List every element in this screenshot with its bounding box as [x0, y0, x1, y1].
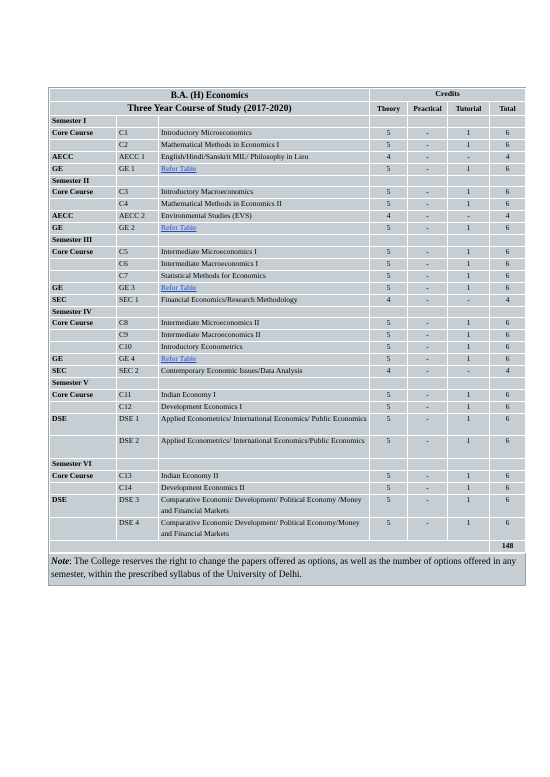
- grand-total-value: 148: [490, 540, 526, 552]
- empty-cell: [370, 116, 408, 128]
- course-title: Development Economics I: [159, 401, 370, 413]
- course-code: C10: [117, 342, 159, 354]
- empty-cell: [159, 306, 370, 318]
- theory-credits: 5: [370, 517, 408, 540]
- tutorial-credits: 1: [448, 258, 490, 270]
- practical-credits: -: [408, 246, 448, 258]
- course-title: English/Hindi/Sanskrit MIL/ Philosophy in Lieu: [159, 151, 370, 163]
- semester-label: Semester III: [50, 235, 117, 247]
- practical-credits: -: [408, 413, 448, 436]
- course-type: [50, 517, 117, 540]
- course-row: [50, 199, 526, 211]
- col-theory-header: Theory: [370, 102, 408, 116]
- theory-credits: 5: [370, 471, 408, 483]
- course-row: [50, 471, 526, 483]
- total-credits: 6: [490, 413, 526, 436]
- total-credits: 6: [490, 517, 526, 540]
- course-row: [50, 270, 526, 282]
- tutorial-credits: 1: [448, 318, 490, 330]
- empty-cell: [408, 306, 448, 318]
- tutorial-credits: 1: [448, 471, 490, 483]
- theory-credits: 4: [370, 151, 408, 163]
- practical-credits: -: [408, 127, 448, 139]
- total-credits: 6: [490, 318, 526, 330]
- total-credits: 6: [490, 494, 526, 517]
- course-type: [50, 401, 117, 413]
- total-credits: 6: [490, 187, 526, 199]
- note-label: Note: [51, 556, 70, 567]
- course-code: C12: [117, 401, 159, 413]
- total-credits: 6: [490, 401, 526, 413]
- practical-credits: -: [408, 282, 448, 294]
- course-type: [50, 258, 117, 270]
- course-type: Core Course: [50, 389, 117, 401]
- tutorial-credits: -: [448, 366, 490, 378]
- course-title: [159, 354, 370, 366]
- practical-credits: -: [408, 354, 448, 366]
- tutorial-credits: -: [448, 294, 490, 306]
- course-row: [50, 151, 526, 163]
- course-title: Comparative Economic Development/ Political Economy /Money and Financial Markets: [159, 494, 370, 517]
- page-title: B.A. (H) Economics: [50, 89, 370, 102]
- course-type: AECC: [50, 151, 117, 163]
- tutorial-credits: 1: [448, 342, 490, 354]
- course-code: GE 1: [117, 163, 159, 175]
- course-type: SEC: [50, 294, 117, 306]
- course-code: C6: [117, 258, 159, 270]
- course-type: GE: [50, 354, 117, 366]
- course-type: [50, 139, 117, 151]
- empty-cell: [117, 175, 159, 187]
- course-type: SEC: [50, 366, 117, 378]
- tutorial-credits: 1: [448, 354, 490, 366]
- note-text: : The College reserves the right to change the papers offered as options, as well as the number of options offered in any semester, within the prescribed syllabus of the University of Delhi.: [51, 556, 517, 580]
- tutorial-credits: -: [448, 151, 490, 163]
- course-code: C2: [117, 139, 159, 151]
- course-code: C11: [117, 389, 159, 401]
- empty-cell: [117, 306, 159, 318]
- course-row: [50, 318, 526, 330]
- theory-credits: 5: [370, 483, 408, 495]
- total-credits: 6: [490, 282, 526, 294]
- tutorial-credits: 1: [448, 163, 490, 175]
- course-title: Statistical Methods for Economics: [159, 270, 370, 282]
- course-code: C1: [117, 127, 159, 139]
- course-type: DSE: [50, 413, 117, 436]
- total-credits: 4: [490, 151, 526, 163]
- course-type: [50, 483, 117, 495]
- course-row: [50, 342, 526, 354]
- course-type: Core Course: [50, 187, 117, 199]
- theory-credits: 5: [370, 127, 408, 139]
- semester-row: [50, 377, 526, 389]
- theory-credits: 5: [370, 282, 408, 294]
- course-code: DSE 4: [117, 517, 159, 540]
- course-code: AECC 2: [117, 211, 159, 223]
- course-title: Indian Economy I: [159, 389, 370, 401]
- course-code: DSE 1: [117, 413, 159, 436]
- practical-credits: -: [408, 270, 448, 282]
- tutorial-credits: 1: [448, 270, 490, 282]
- theory-credits: 5: [370, 318, 408, 330]
- theory-credits: 5: [370, 258, 408, 270]
- course-type: [50, 330, 117, 342]
- semester-label: Semester VI: [50, 459, 117, 471]
- empty-cell: [370, 377, 408, 389]
- empty-cell: [448, 306, 490, 318]
- theory-credits: 5: [370, 163, 408, 175]
- tutorial-credits: 1: [448, 246, 490, 258]
- empty-cell: [370, 175, 408, 187]
- total-credits: 6: [490, 354, 526, 366]
- practical-credits: -: [408, 139, 448, 151]
- course-title: Introductory Macroeconomics: [159, 187, 370, 199]
- tutorial-credits: 1: [448, 389, 490, 401]
- course-type: [50, 199, 117, 211]
- course-code: GE 4: [117, 354, 159, 366]
- semester-row: [50, 116, 526, 128]
- total-credits: 6: [490, 199, 526, 211]
- empty-cell: [490, 175, 526, 187]
- course-row: [50, 483, 526, 495]
- empty-cell: [448, 459, 490, 471]
- course-type: DSE: [50, 494, 117, 517]
- course-row: [50, 127, 526, 139]
- course-row: [50, 258, 526, 270]
- total-credits: 4: [490, 211, 526, 223]
- tutorial-credits: 1: [448, 517, 490, 540]
- empty-cell: [408, 459, 448, 471]
- empty-cell: [490, 459, 526, 471]
- course-code: C14: [117, 483, 159, 495]
- total-credits: 6: [490, 270, 526, 282]
- empty-cell: [370, 459, 408, 471]
- practical-credits: -: [408, 483, 448, 495]
- course-code: DSE 2: [117, 436, 159, 459]
- empty-cell: [159, 235, 370, 247]
- empty-cell: [408, 235, 448, 247]
- total-credits: 6: [490, 342, 526, 354]
- empty-cell: [490, 377, 526, 389]
- practical-credits: -: [408, 401, 448, 413]
- course-type: [50, 342, 117, 354]
- empty-cell: [370, 306, 408, 318]
- empty-cell: [159, 175, 370, 187]
- course-code: C3: [117, 187, 159, 199]
- course-title: Mathematical Methods in Economics I: [159, 139, 370, 151]
- total-credits: 6: [490, 246, 526, 258]
- theory-credits: 4: [370, 294, 408, 306]
- empty-cell: [448, 116, 490, 128]
- total-credits: 6: [490, 330, 526, 342]
- theory-credits: 5: [370, 139, 408, 151]
- theory-credits: 5: [370, 494, 408, 517]
- tutorial-credits: 1: [448, 139, 490, 151]
- refer-table-link[interactable]: Refer Table: [161, 282, 197, 292]
- course-type: AECC: [50, 211, 117, 223]
- tutorial-credits: 1: [448, 187, 490, 199]
- course-title: Applied Econometrics/ International Economics/ Public Economics: [159, 413, 370, 436]
- empty-cell: [490, 306, 526, 318]
- course-code: SEC 2: [117, 366, 159, 378]
- course-row: [50, 187, 526, 199]
- semester-row: [50, 306, 526, 318]
- theory-credits: 4: [370, 366, 408, 378]
- course-title: [159, 163, 370, 175]
- practical-credits: -: [408, 258, 448, 270]
- total-credits: 4: [490, 366, 526, 378]
- empty-cell: [408, 175, 448, 187]
- empty-cell: [408, 116, 448, 128]
- tutorial-credits: 1: [448, 483, 490, 495]
- course-row: [50, 246, 526, 258]
- course-code: GE 2: [117, 223, 159, 235]
- tutorial-credits: 1: [448, 282, 490, 294]
- course-structure-sheet: [48, 87, 526, 586]
- course-code: AECC 1: [117, 151, 159, 163]
- course-title: Indian Economy II: [159, 471, 370, 483]
- tutorial-credits: 1: [448, 330, 490, 342]
- total-credits: 4: [490, 294, 526, 306]
- course-type: [50, 270, 117, 282]
- course-title: Development Economics II: [159, 483, 370, 495]
- practical-credits: -: [408, 199, 448, 211]
- page-subtitle: Three Year Course of Study (2017-2020): [50, 102, 370, 116]
- course-title: Intermediate Macroeconomics I: [159, 258, 370, 270]
- theory-credits: 5: [370, 401, 408, 413]
- empty-cell: [159, 377, 370, 389]
- course-code: SEC 1: [117, 294, 159, 306]
- empty-cell: [117, 116, 159, 128]
- course-code: DSE 3: [117, 494, 159, 517]
- theory-credits: 5: [370, 270, 408, 282]
- course-title: [159, 282, 370, 294]
- course-row: [50, 354, 526, 366]
- course-type: [50, 436, 117, 459]
- total-credits: 6: [490, 436, 526, 459]
- practical-credits: -: [408, 330, 448, 342]
- theory-credits: 5: [370, 389, 408, 401]
- course-title: Applied Econometrics/ International Economics/Public Economics: [159, 436, 370, 459]
- course-type: GE: [50, 223, 117, 235]
- theory-credits: 5: [370, 246, 408, 258]
- course-row: [50, 389, 526, 401]
- total-credits: 6: [490, 258, 526, 270]
- course-row: [50, 163, 526, 175]
- course-type: GE: [50, 163, 117, 175]
- empty-cell: [117, 459, 159, 471]
- total-credits: 6: [490, 483, 526, 495]
- course-title: Environmental Studies (EVS): [159, 211, 370, 223]
- tutorial-credits: 1: [448, 223, 490, 235]
- practical-credits: -: [408, 187, 448, 199]
- practical-credits: -: [408, 342, 448, 354]
- course-code: C7: [117, 270, 159, 282]
- empty-cell: [159, 116, 370, 128]
- semester-row: [50, 175, 526, 187]
- course-row: [50, 139, 526, 151]
- practical-credits: -: [408, 471, 448, 483]
- col-total-header: Total: [490, 102, 526, 116]
- theory-credits: 5: [370, 330, 408, 342]
- refer-table-link[interactable]: Refer Table: [161, 163, 197, 173]
- course-row: [50, 282, 526, 294]
- tutorial-credits: 1: [448, 401, 490, 413]
- semester-label: Semester II: [50, 175, 117, 187]
- course-row: [50, 211, 526, 223]
- course-title: Introductory Microeconomics: [159, 127, 370, 139]
- practical-credits: -: [408, 223, 448, 235]
- practical-credits: -: [408, 318, 448, 330]
- empty-cell: [117, 377, 159, 389]
- course-row: [50, 494, 526, 517]
- practical-credits: -: [408, 151, 448, 163]
- theory-credits: 5: [370, 413, 408, 436]
- col-tutorial-header: Tutorial: [448, 102, 490, 116]
- tutorial-credits: 1: [448, 127, 490, 139]
- total-credits: 6: [490, 471, 526, 483]
- course-code: C8: [117, 318, 159, 330]
- course-code: C4: [117, 199, 159, 211]
- course-type: Core Course: [50, 471, 117, 483]
- course-type: Core Course: [50, 246, 117, 258]
- tutorial-credits: 1: [448, 413, 490, 436]
- course-type: Core Course: [50, 318, 117, 330]
- total-credits: 6: [490, 223, 526, 235]
- practical-credits: -: [408, 494, 448, 517]
- semester-row: [50, 459, 526, 471]
- course-code: C9: [117, 330, 159, 342]
- refer-table-link[interactable]: Refer Table: [161, 223, 197, 233]
- course-type: GE: [50, 282, 117, 294]
- course-type: Core Course: [50, 127, 117, 139]
- course-row: [50, 366, 526, 378]
- course-row: [50, 223, 526, 235]
- tutorial-credits: 1: [448, 436, 490, 459]
- course-code: C5: [117, 246, 159, 258]
- course-title: Contemporary Economic Issues/Data Analysis: [159, 366, 370, 378]
- course-title: Intermediate Microeconomics II: [159, 318, 370, 330]
- course-title: Mathematical Methods in Economics II: [159, 199, 370, 211]
- course-title: Introductory Econometrics: [159, 342, 370, 354]
- practical-credits: -: [408, 517, 448, 540]
- course-row: [50, 413, 526, 436]
- tutorial-credits: 1: [448, 199, 490, 211]
- header-row-2: [50, 102, 526, 116]
- semester-row: [50, 235, 526, 247]
- theory-credits: 5: [370, 187, 408, 199]
- course-title: [159, 223, 370, 235]
- empty-cell: [50, 540, 490, 552]
- semester-label: Semester V: [50, 377, 117, 389]
- course-code: GE 3: [117, 282, 159, 294]
- practical-credits: -: [408, 366, 448, 378]
- note-paragraph: [49, 553, 525, 585]
- total-credits: 6: [490, 139, 526, 151]
- course-row: [50, 436, 526, 459]
- course-row: [50, 517, 526, 540]
- course-title: Financial Economics/Research Methodology: [159, 294, 370, 306]
- course-row: [50, 401, 526, 413]
- credits-label: Credits: [370, 89, 526, 102]
- practical-credits: -: [408, 389, 448, 401]
- course-title: Intermediate Macroeconomics II: [159, 330, 370, 342]
- practical-credits: -: [408, 436, 448, 459]
- theory-credits: 5: [370, 199, 408, 211]
- empty-cell: [490, 235, 526, 247]
- practical-credits: -: [408, 211, 448, 223]
- tutorial-credits: -: [448, 211, 490, 223]
- course-code: C13: [117, 471, 159, 483]
- theory-credits: 4: [370, 211, 408, 223]
- course-row: [50, 330, 526, 342]
- total-credits: 6: [490, 163, 526, 175]
- empty-cell: [408, 377, 448, 389]
- theory-credits: 5: [370, 223, 408, 235]
- col-practical-header: Practical: [408, 102, 448, 116]
- course-row: [50, 294, 526, 306]
- grand-total-row: [50, 540, 526, 552]
- header-row-1: [50, 89, 526, 102]
- theory-credits: 5: [370, 436, 408, 459]
- empty-cell: [448, 175, 490, 187]
- empty-cell: [117, 235, 159, 247]
- course-table: [49, 88, 526, 553]
- course-title: Intermediate Microeconomics I: [159, 246, 370, 258]
- practical-credits: -: [408, 163, 448, 175]
- practical-credits: -: [408, 294, 448, 306]
- empty-cell: [370, 235, 408, 247]
- empty-cell: [159, 459, 370, 471]
- empty-cell: [490, 116, 526, 128]
- total-credits: 6: [490, 127, 526, 139]
- empty-cell: [448, 377, 490, 389]
- semester-label: Semester I: [50, 116, 117, 128]
- tutorial-credits: 1: [448, 494, 490, 517]
- refer-table-link[interactable]: Refer Table: [161, 354, 197, 364]
- total-credits: 6: [490, 389, 526, 401]
- empty-cell: [448, 235, 490, 247]
- theory-credits: 5: [370, 354, 408, 366]
- semester-label: Semester IV: [50, 306, 117, 318]
- theory-credits: 5: [370, 342, 408, 354]
- course-title: Comparative Economic Development/ Political Economy/Money and Financial Markets: [159, 517, 370, 540]
